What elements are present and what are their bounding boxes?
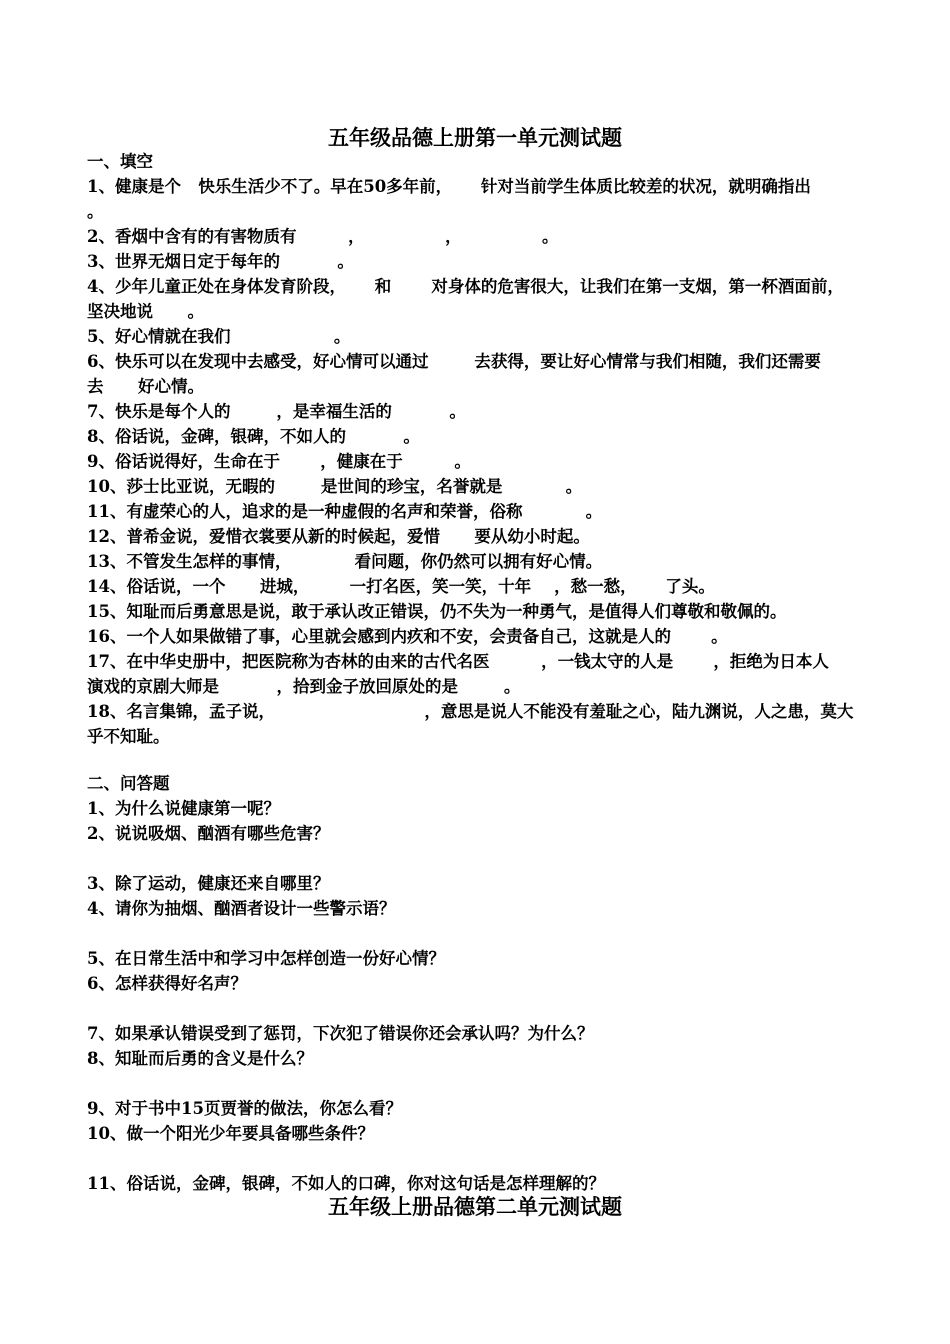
question-line: 1、健康是个 快乐生活少不了。早在50多年前， 针对当前学生体质比较差的状况，就明确指出 xyxy=(87,177,811,196)
answer-space xyxy=(87,846,902,871)
question-line: 4、请你为抽烟、酗酒者设计一些警示语？ xyxy=(87,899,396,918)
section-heading: 一、填空 xyxy=(87,152,153,171)
question-line: 16、一个人如果做错了事，心里就会感到内疚和不安，会责备自己，这就是人的 。 xyxy=(87,627,728,646)
question-line: 4、少年儿童正处在身体发育阶段， 和 对身体的危害很大，让我们在第一支烟，第一杯酒面前， xyxy=(87,277,844,296)
question-line: 3、除了运动，健康还来自哪里？ xyxy=(87,874,330,893)
question-line: 坚决地说 。 xyxy=(87,302,204,321)
question-line: 乎不知耻。 xyxy=(87,727,170,746)
question-line: 7、如果承认错误受到了惩罚，下次犯了错误你还会承认吗？为什么？ xyxy=(87,1024,594,1043)
question-line: 9、对于书中15页贾誉的做法，你怎么看？ xyxy=(87,1099,402,1118)
question-line: 9、俗话说得好，生命在于 ，健康在于 。 xyxy=(87,452,471,471)
question-line: 8、知耻而后勇的含义是什么？ xyxy=(87,1049,313,1068)
question-line: 5、在日常生活中和学习中怎样创造一份好心情？ xyxy=(87,949,445,968)
question-line: 去 好心情。 xyxy=(87,377,204,396)
question-line: 2、说说吸烟、酗酒有哪些危害？ xyxy=(87,824,330,843)
page-title: 五年级品德上册第一单元测试题 xyxy=(328,125,622,150)
question-line: 7、快乐是每个人的 ，是幸福生活的 。 xyxy=(87,402,466,421)
section-heading: 二、问答题 xyxy=(87,774,170,793)
answer-space xyxy=(87,921,902,946)
question-line: 11、俗话说，金碑，银碑，不如人的口碑，你对这句话是怎样理解的？ xyxy=(87,1174,605,1193)
question-line: 1、为什么说健康第一呢？ xyxy=(87,799,280,818)
question-line: 6、怎样获得好名声？ xyxy=(87,974,247,993)
question-line: 14、俗话说，一个 进城， 一打名医，笑一笑，十年 ，愁一愁， 了头。 xyxy=(87,577,715,596)
answer-space xyxy=(87,1071,902,1096)
question-line: 。 xyxy=(87,202,104,221)
answer-space xyxy=(87,996,902,1021)
fill-in-section xyxy=(87,149,902,749)
question-line: 15、知耻而后勇意思是说，敢于承认改正错误，仍不失为一种勇气，是值得人们尊敬和敬佩的。 xyxy=(87,602,787,621)
question-line: 2、香烟中含有的有害物质有 ， ， 。 xyxy=(87,227,559,246)
qa-section xyxy=(87,771,902,1196)
question-line: 5、好心情就在我们 。 xyxy=(87,327,351,346)
question-line: 18、名言集锦，孟子说， ，意思是说人不能没有羞耻之心，陆九渊说，人之患，莫大 xyxy=(87,702,854,721)
question-line: 12、普希金说，爱惜衣裳要从新的时候起，爱惜 要从幼小时起。 xyxy=(87,527,590,546)
question-line: 3、世界无烟日定于每年的 。 xyxy=(87,252,354,271)
question-line: 10、做一个阳光少年要具备哪些条件？ xyxy=(87,1124,374,1143)
question-line: 11、有虚荣心的人，追求的是一种虚假的名声和荣誉，俗称 。 xyxy=(87,502,603,521)
next-unit-title: 五年级上册品德第二单元测试题 xyxy=(328,1194,622,1219)
question-line: 演戏的京剧大师是 ，拾到金子放回原处的是 。 xyxy=(87,677,521,696)
answer-space xyxy=(87,1146,902,1171)
question-line: 8、俗话说，金碑，银碑，不如人的 。 xyxy=(87,427,420,446)
question-line: 13、不管发生怎样的事情， 看问题，你仍然可以拥有好心情。 xyxy=(87,552,603,571)
question-line: 17、在中华史册中，把医院称为杏林的由来的古代名医 ，一钱太守的人是 ，拒绝为日本人 xyxy=(87,652,829,671)
fill-in-questions xyxy=(87,174,902,749)
question-line: 10、莎士比亚说，无暇的 是世间的珍宝，名誉就是 。 xyxy=(87,477,583,496)
question-line: 6、快乐可以在发现中去感受，好心情可以通过 去获得，要让好心情常与我们相随，我们还需要 xyxy=(87,352,821,371)
